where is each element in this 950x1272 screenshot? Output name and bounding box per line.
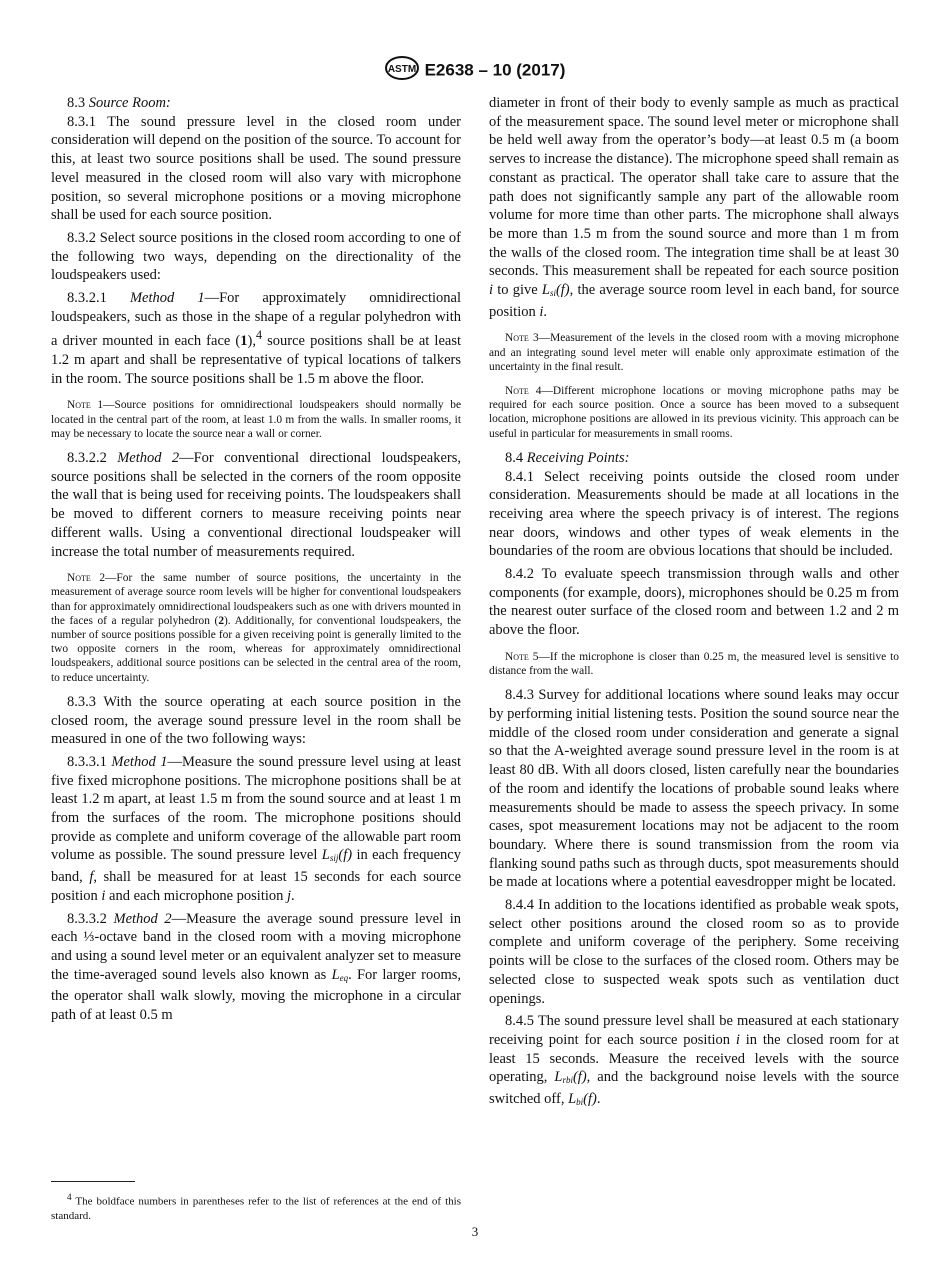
svg-text:ASTM: ASTM [387,64,416,75]
section-heading-8-3: 8.3 Source Room: [67,95,171,111]
note-1: Note 1—Source positions for omnidirectional loudspeakers should normally be located in the central part of the room, at least 1.0 m from the walls. In smaller rooms, it may be necessary to locate the source near a wall or corner. [51,399,462,440]
reference-link[interactable]: 2 [218,614,225,627]
paragraph-8-4-1: 8.4.1 Select receiving points outside the closed room under consideration. Measurements should be made at all locations in the receiving area where the speech privacy is of interest. The regions near doors, windows and other types of weak elements in the boundaries of the room are obvious locations that should be included. [489,468,899,560]
footnote-divider [51,1181,135,1182]
page-number: 3 [471,1224,479,1239]
paragraph-8-3-2: 8.3.2 Select source positions in the closed room according to one of the following two ways, depending on the directionality of the loudspeakers used: [51,229,461,284]
paragraph-8-3-3: 8.3.3 With the source operating at each source position in the closed room, the average sound pressure level in the room shall be measured in one of the two following ways: [51,693,461,748]
footnote: $^4$ The boldface numbers in parentheses refer to the list of references at the end of this standard. [51,1192,461,1222]
paragraph-8-3-2-1: 8.3.2.1 Method 1—For approximately omnidirectional loudspeakers, such as those in the shape of a regular polyhedron with a driver mounted in each face (1),$^4$ source positions shall be at least 1.2 m apart and shall be representative of typical locations of talkers in the room. The source positions shall be 1.5 m above the floor. [51,290,461,387]
paragraph-8-3-1: 8.3.1 The sound pressure level in the closed room under consideration will depend on the position of the source. To account for this, at least two source positions shall be used. The sound pressure level measured in the closed room will also vary with microphone position, so several microphone positions or a moving microphone shall be used for each source position. [51,113,461,224]
section-heading-8-4: 8.4 Receiving Points: [505,449,630,466]
page-header [0,56,950,85]
note-5: Note 5—If the microphone is closer than 0.25 m, the measured level is sensitive to distance from the wall. [489,650,899,678]
note-4: Note 4—Different microphone locations or moving microphone paths may be required for each source position. Once a source has been moved to a subsequent location, microphone positions are allowed in its previous vicinity. This approach can be useful in particular for measurements in small rooms. [489,385,899,440]
paragraph-8-4-4: 8.4.4 In addition to the locations identified as probable weak spots, select other positions around the closed room so as to provide complete and uniform coverage of the periphery. Some receiving points will be close to the surfaces of the closed room. Others may be selected close to suspected weak spots such as ventilation duct openings. [489,897,899,1007]
paragraph-8-4-2: 8.4.2 To evaluate speech transmission through walls and other components (for example, doors), microphones should be 0.25 m from the nearest outer surface of the closed room and between 1.2 and 2 m above the floor. [489,566,899,639]
astm-logo-icon [385,56,419,85]
paragraph-8-3-3-2-continued: diameter in front of their body to evenly sample as much as practical of the measurement space. The sound level meter or microphone shall be held well away from the operator’s body—at least 0.5 m (a boom serves to increase the distance). The microphone speed shall remain as constant as practical. The operator shall take care to assure that the path does not significantly sample any part of the allowable room volume for more time than other parts. The microphone shall always be more than 1.5 m from the sound source and more than 1 m from the walls of the closed room. The integration time shall be at least 30 seconds. This measurement shall be repeated for each source position i to give $L_{si}(f)$, the average source room level in each band, for source position i. [489,95,900,320]
paragraph-8-4-3: 8.4.3 Survey for additional locations where sound leaks may occur by performing initial listening tests. Position the sound source near the middle of the closed room under consideration and generate a signal so that the A-weighted average sound pressure level in the room is at least 80 dB. With all doors closed, listen carefully near the boundaries of the room and identify the locations of probable sound leaks where measurements should be made to assess the speech privacy. In some cases, spot measurement locations may not be adjacent to the room boundary. Where there is sound transmission from the room via flanking sound paths such as through ducts, spot measurements should be made at locations where a potential eavesdropper might be located. [489,687,899,891]
note-3: Note 3—Measurement of the levels in the closed room with a moving microphone and an integrating sound level meter will enable only approximate estimation of the uncertainty in the final result. [489,332,899,373]
right-column [489,94,899,1116]
standard-designation: E2638 – 10 (2017) [424,60,566,80]
left-column [51,94,461,1029]
note-2: Note 2—For the same number of source positions, the uncertainty in the measurement of average source room levels will be higher for conventional loudspeakers than for approximately omnidirectional loudspeakers such as one with drivers mounted in the faces of a regular polyhedron (2). Additionally, for conventional loudspeakers, the number of source positions possible for a given receiving point is generally limited to the two opposite corners in the room, whereas for approximately omnidirectional loudspeakers, additional source positions can be selected in the central area of the room, to reduce uncertainty. [51,572,461,684]
paragraph-8-3-3-1: 8.3.3.1 Method 1—Measure the sound pressure level using at least five fixed microphone positions. The microphone positions shall be at least 1.2 m apart, at least 1.5 m from the sound source and at least 1 m from the surfaces of the room. The microphone positions should provide as complete and uniform coverage of the allowable part room volume as possible. The sound pressure level $L_{sij}(f)$ in each frequency band, f, shall be measured for at least 15 seconds for each source position i and each microphone position j. [51,753,462,904]
reference-link[interactable]: 1 [240,333,248,350]
paragraph-8-3-2-2: 8.3.2.2 Method 2—For conventional directional loudspeakers, source positions shall be selected in the corners of the room opposite the wall that is being used for receiving points. The loudspeakers shall be moved to different corners to measure receiving points near different walls. Using a conventional directional loudspeaker will increase the total number of measurements required. [51,449,461,560]
footnote-marker[interactable]: 4 [255,328,263,343]
paragraph-8-4-5: 8.4.5 The sound pressure level shall be measured at each stationary receiving point for each source position i in the closed room for at least 15 seconds. Measure the received levels with the source operating, $L_{rbi}(f)$, and the background noise levels with the source switched off, $L_{bi}(f)$. [489,1013,899,1108]
paragraph-8-3-3-2: 8.3.3.2 Method 2—Measure the average sound pressure level in each ⅓-octave band in the closed room with a moving microphone and using a sound level meter or an equivalent analyzer set to measure the time-averaged sound levels also known as $L_{eq}$. For larger rooms, the operator shall walk slowly, moving the microphone in a circular path of at least 0.5 m [51,910,462,1024]
